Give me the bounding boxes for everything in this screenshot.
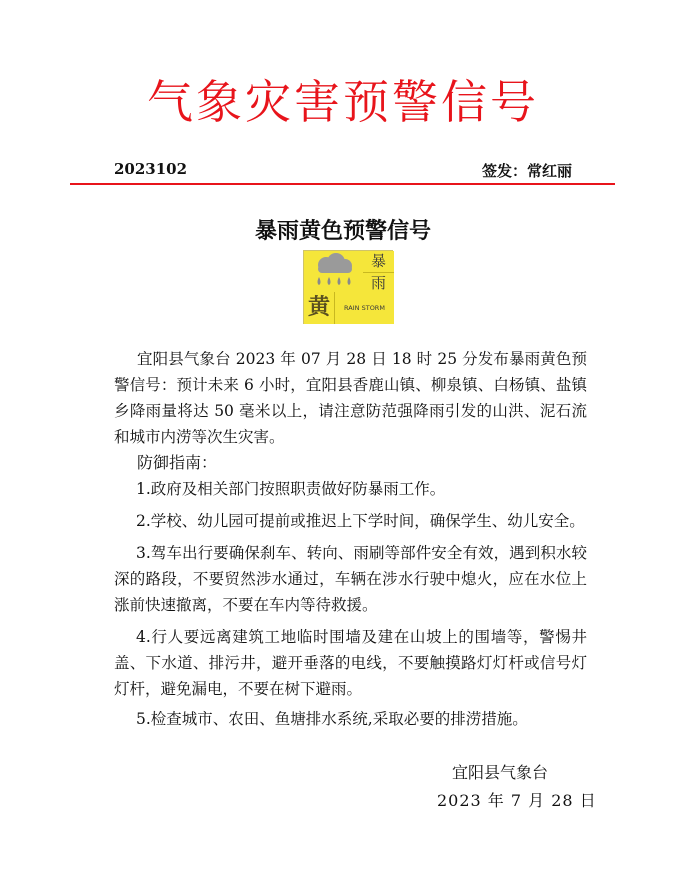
issue-date: 2023 年 7 月 28 日 (437, 791, 597, 810)
rain-cloud-icon (304, 251, 363, 292)
header-divider (70, 183, 615, 185)
warning-paragraph: 宜阳县气象台 2023 年 07 月 28 日 18 时 25 分发布暴雨黄色预警信号：预计未来 6 小时，宜阳县香鹿山镇、柳泉镇、白杨镇、盐镇乡降雨量将达 50 毫米以上，请注意防范强降雨引发的山洪、泥石流和城市内涝等次生灾害。 (114, 350, 587, 446)
rainstorm-yellow-badge (303, 250, 393, 324)
badge-char-huang: 黄 (304, 292, 335, 324)
badge-english-label: RAIN STORM (335, 292, 394, 324)
guide-item: 4.行人要远离建筑工地临时围墙及建在山坡上的围墙等，警惕井盖、下水道、排污井，避开垂落的电线，不要触摸路灯灯杆或信号灯灯杆，避免漏电，不要在树下避雨。 (114, 628, 587, 698)
document-number: 2023102 (114, 160, 188, 178)
signer: 签发：常红丽 (481, 162, 572, 180)
guide-item: 3.驾车出行要确保刹车、转向、雨刷等部件安全有效，遇到积水较深的路段，不要贸然涉水通过，车辆在涉水行驶中熄火，应在水位上涨前快速撤离，不要在车内等待救援。 (114, 544, 587, 614)
guide-item: 1.政府及相关部门按照职责做好防暴雨工作。 (136, 480, 446, 498)
signal-title: 暴雨黄色预警信号 (254, 219, 431, 244)
badge-char-yu: 雨 (363, 272, 394, 292)
badge-char-bao: 暴 (363, 251, 394, 272)
guide-heading: 防御指南： (137, 453, 218, 472)
document-header-title: 气象灾害预警信号 (147, 75, 539, 129)
guide-item: 2.学校、幼儿园可提前或推迟上下学时间，确保学生、幼儿安全。 (136, 512, 585, 530)
guide-item: 5.检查城市、农田、鱼塘排水系统,采取必要的排涝措施。 (136, 710, 528, 728)
issuing-organization: 宜阳县气象台 (452, 763, 549, 782)
